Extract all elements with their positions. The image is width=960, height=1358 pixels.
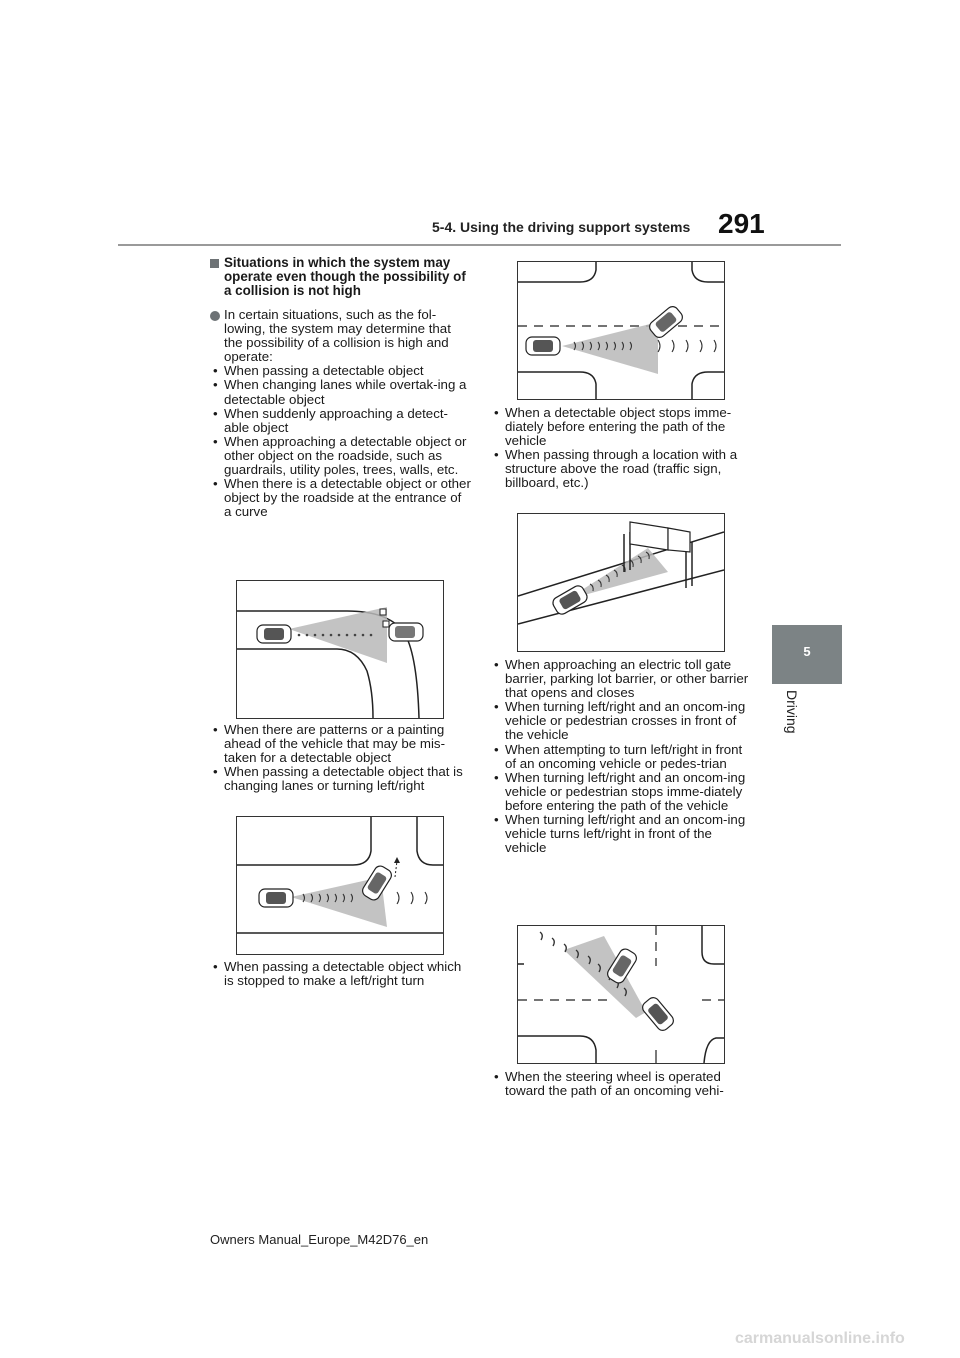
list-item: • When the steering wheel is operated toward the path of an oncoming vehi- [491,1070,753,1098]
right-bullets-2 [491,658,753,855]
left-bullets-2 [210,723,472,793]
list-item: • When turning left/right and an oncom-ing vehicle or pedestrian crosses in front of the vehicle [491,700,753,742]
left-bullets-3 [210,960,472,988]
chapter-tab[interactable]: 5 [772,625,842,684]
footer-manual-id: Owners Manual_Europe_M42D76_en [210,1232,429,1247]
list-item: • When passing a detectable object [210,364,472,378]
illustration-intersection [517,261,725,400]
list-item: • When approaching an electric toll gate barrier, parking lot barrier, or other barrier that opens and closes [491,658,753,700]
illustration-overhead-sign [517,513,725,652]
list-item: • When there are patterns or a painting ahead of the vehicle that may be mis-taken for a detectable object [210,723,472,765]
list-item: • When turning left/right and an oncom-ing vehicle turns left/right in front of the vehicle [491,813,753,855]
section-heading [210,256,472,299]
bullet-list [210,364,472,519]
page-number: 291 [718,208,765,239]
intro-block [210,308,472,519]
list-item: • When passing a detectable object which is stopped to make a left/right turn [210,960,472,988]
intro-text: In certain situations, such as the fol-lowing, the system may determine that the possibility of a collision is high and operate: [224,307,451,365]
list-item: • When approaching a detectable object or other object on the roadside, such as guardrails, utility poles, trees, walls, etc. [210,435,472,477]
chapter-title [782,690,802,750]
illustration-lane-change [236,816,444,955]
section-heading-text: Situations in which the system may operate even though the possibility of a collision is not high [224,255,466,299]
list-item: • When turning left/right and an oncom-ing vehicle or pedestrian stops imme-diately before entering the path of the vehicle [491,771,753,813]
list-item: • When changing lanes while overtak-ing a detectable object [210,378,472,406]
right-bullets-1 [491,406,753,491]
footer-watermark[interactable]: carmanualsonline.info [735,1330,905,1347]
illustration-curve-entrance [236,580,444,719]
list-item: • When a detectable object stops imme-diately before entering the path of the vehicle [491,406,753,448]
list-item: • When suddenly approaching a detect-able object [210,407,472,435]
list-item: • When passing a detectable object that is changing lanes or turning left/right [210,765,472,793]
list-item: • When attempting to turn left/right in front of an oncoming vehicle or pedes-trian [491,743,753,771]
circle-bullet-icon [210,311,220,321]
header-divider [118,244,841,246]
illustration-turning-vehicle [517,925,725,1064]
right-bullets-3 [491,1070,753,1098]
square-bullet-icon [210,259,219,268]
list-item: • When passing through a location with a structure above the road (traffic sign, billboard, etc.) [491,448,753,490]
list-item: • When there is a detectable object or other object by the roadside at the entrance of a curve [210,477,472,519]
section-title: 5-4. Using the driving support systems [432,219,691,235]
chapter-title-text: Driving [784,690,800,734]
